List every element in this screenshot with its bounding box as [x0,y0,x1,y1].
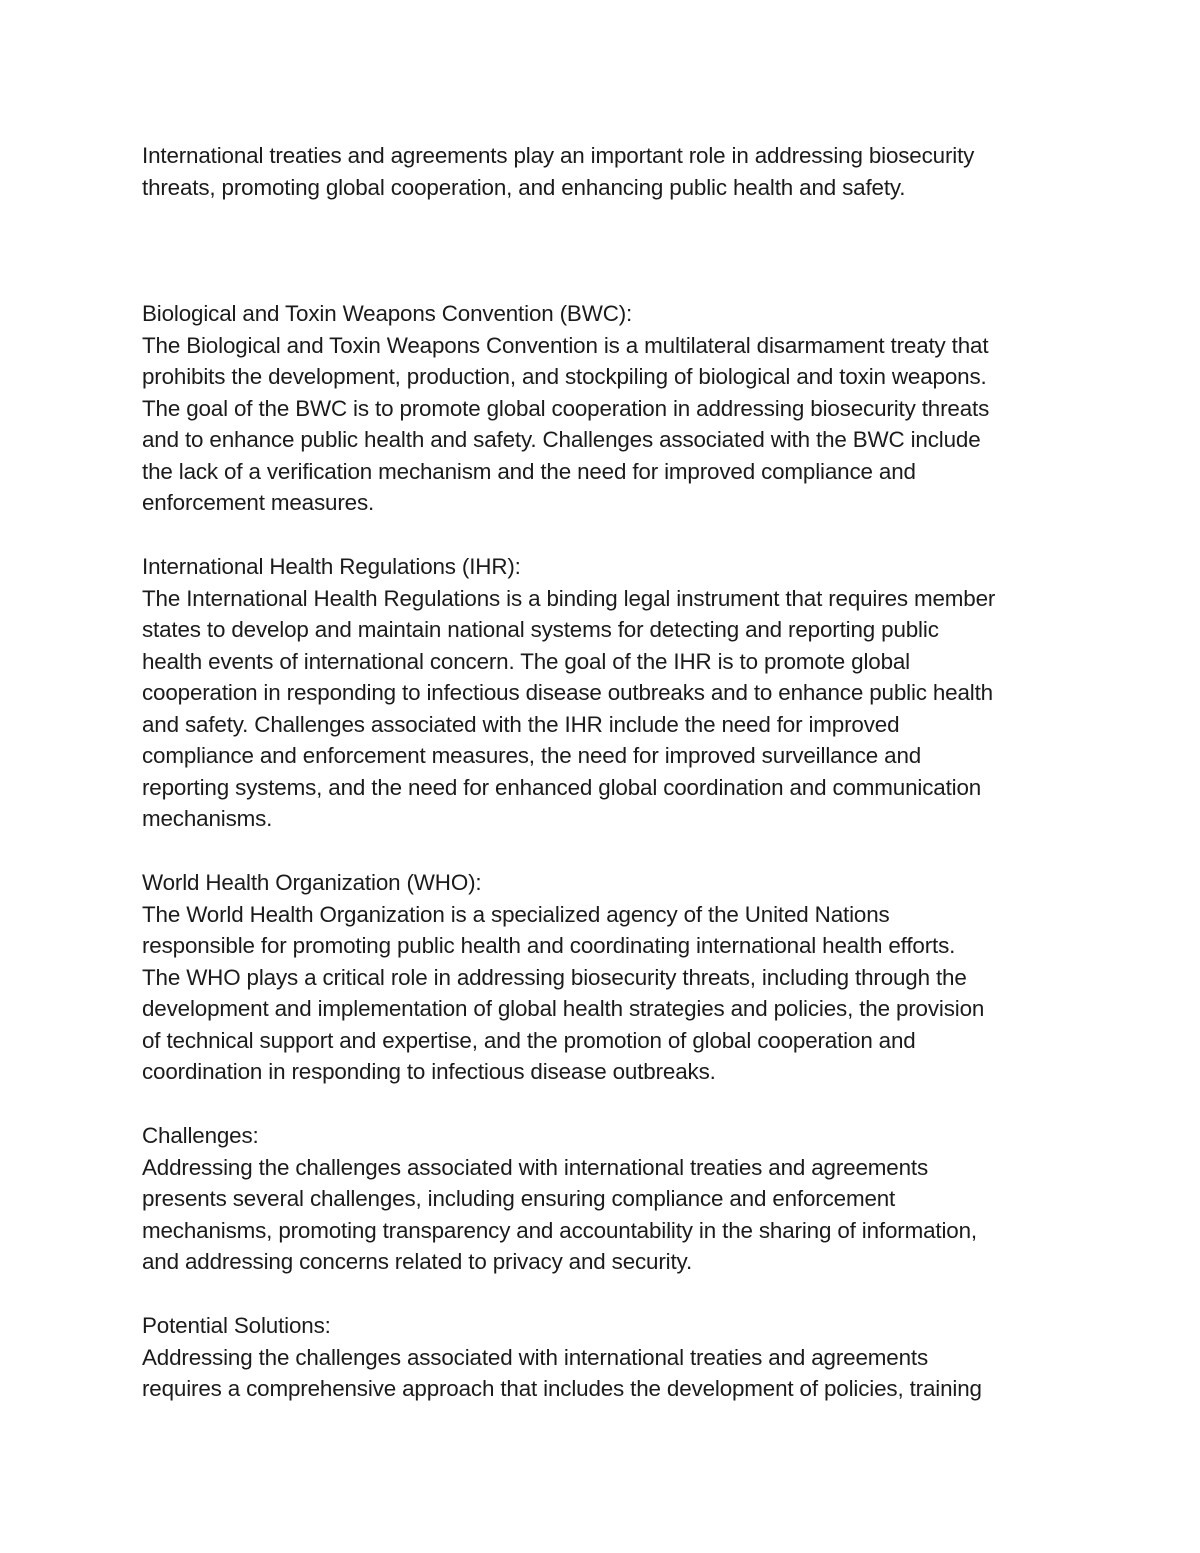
solutions-line: Addressing the challenges associated with international treaties and agreements [142,1344,928,1370]
who-section [142,867,1062,1088]
who-line: The WHO plays a critical role in addressing biosecurity threats, including through the [142,964,967,990]
who-line: responsible for promoting public health and coordinating international health efforts. [142,933,956,958]
bwc-line: the lack of a verification mechanism and the need for improved compliance and [142,458,916,484]
ihr-line: The International Health Regulations is a binding legal instrument that requires member [142,585,996,611]
intro-paragraph [142,140,1062,203]
bwc-line: enforcement measures. [142,490,375,515]
ihr-line: and safety. Challenges associated with the IHR include the need for improved [142,711,900,737]
solutions-heading: Potential Solutions: [142,1313,331,1338]
ihr-line: reporting systems, and the need for enhanced global coordination and communication [142,774,982,800]
bwc-line: prohibits the development, production, and stockpiling of biological and toxin weapons. [142,364,987,389]
ihr-line: compliance and enforcement measures, the need for improved surveillance and [142,743,922,768]
challenges-line: presents several challenges, including ensuring compliance and enforcement [142,1186,896,1211]
ihr-line: states to develop and maintain national systems for detecting and reporting public [142,617,939,642]
challenges-section [142,1120,1062,1278]
bwc-line: The goal of the BWC is to promote global cooperation in addressing biosecurity threats [142,395,990,421]
challenges-line: Addressing the challenges associated with international treaties and agreements [142,1154,928,1180]
challenges-line: and addressing concerns related to privacy and security. [142,1249,693,1274]
ihr-line: mechanisms. [142,806,273,831]
ihr-heading: International Health Regulations (IHR): [142,554,521,579]
who-line: The World Health Organization is a specialized agency of the United Nations [142,901,890,927]
bwc-line: The Biological and Toxin Weapons Convention is a multilateral disarmament treaty that [142,332,989,358]
who-line: coordination in responding to infectious disease outbreaks. [142,1059,716,1084]
ihr-line: cooperation in responding to infectious disease outbreaks and to enhance public health [142,680,993,705]
bwc-section [142,298,1062,519]
ihr-section [142,551,1062,835]
who-heading: World Health Organization (WHO): [142,870,482,895]
bwc-heading: Biological and Toxin Weapons Convention (BWC): [142,301,633,326]
solutions-section [142,1310,1062,1405]
bwc-line: and to enhance public health and safety. Challenges associated with the BWC include [142,427,981,452]
who-line: of technical support and expertise, and the promotion of global cooperation and [142,1027,916,1053]
solutions-line: requires a comprehensive approach that includes the development of policies, training [142,1376,982,1401]
intro-line: International treaties and agreements play an important role in addressing biosecurity [142,143,975,168]
challenges-line: mechanisms, promoting transparency and accountability in the sharing of information, [142,1217,977,1243]
challenges-heading: Challenges: [142,1123,259,1148]
who-line: development and implementation of global health strategies and policies, the provision [142,996,985,1021]
ihr-line: health events of international concern. The goal of the IHR is to promote global [142,648,910,674]
intro-line: threats, promoting global cooperation, and enhancing public health and safety. [142,174,906,200]
